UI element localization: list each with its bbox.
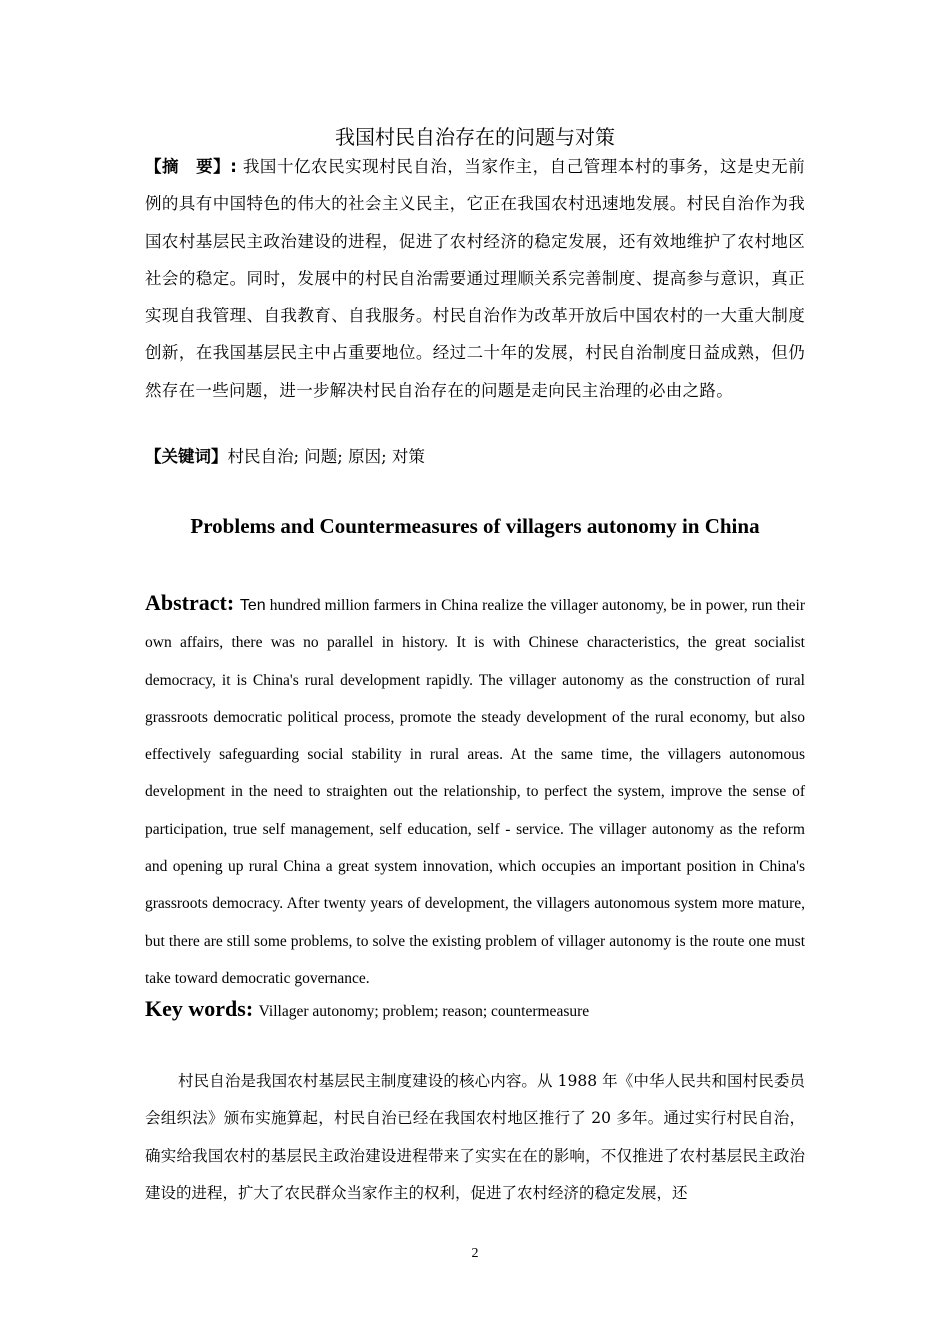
page-number: 2: [471, 1246, 479, 1261]
chinese-keywords-label: 【关键词】: [145, 447, 228, 466]
english-abstract-label: Abstract:: [145, 590, 240, 615]
chinese-abstract-text: 我国十亿农民实现村民自治，当家作主，自己管理本村的事务，这是史无前例的具有中国特色的伟大的社会主义民主，它正在我国农村迅速地发展。村民自治作为我国农村基层民主政治建设的进程，促进了农村经济的稳定发展，还有效地维护了农村地区社会的稳定。同时，发展中的村民自治需要通过理顺关系完善制度、提高参与意识，真正实现自我管理、自我教育、自我服务。村民自治作为改革开放后中国农村的一大重大制度创新，在我国基层民主中占重要地位。经过二十年的发展，村民自治制度日益成熟，但仍然存在一些问题，进一步解决村民自治存在的问题是走向民主治理的必由之路。: [145, 157, 805, 400]
english-keywords-text: Villager autonomy; problem; reason; countermeasure: [258, 1003, 590, 1020]
chinese-keywords-text: 村民自治; 问题; 原因; 对策: [227, 447, 425, 466]
english-abstract-first-word: Ten: [239, 597, 266, 614]
chinese-title: 我国村民自治存在的问题与对策: [335, 125, 615, 149]
english-keywords-label: Key words:: [145, 996, 259, 1021]
english-keywords: [145, 992, 805, 1029]
chinese-keywords: [145, 440, 805, 474]
body-paragraph: 村民自治是我国农村基层民主制度建设的核心内容。从 1988 年《中华人民共和国村民委员会组织法》颁布实施算起，村民自治已经在我国农村地区推行了 20 多年。通过实行村民自治，确实给我国农村的基层民主政治建设进程带来了实实在在的影响，不仅推进了农村基层民主政治建设的进程，扩大了农民群众当家作主的权利，促进了农村经济的稳定发展，还: [145, 1072, 805, 1202]
chinese-abstract: [145, 148, 805, 409]
english-abstract-text: hundred million farmers in China realize the villager autonomy, be in power, run their own affairs, there was no parallel in history. It is with Chinese characteristics, the great socialist democracy, it is China's rural development rapidly. The villager autonomy as the construction of rural grassroots democratic political process, promote the steady development of the rural economy, but also effectively safeguarding social stability in rural areas. At the same time, the villagers autonomous development in the need to straighten out the relationship, to perfect the system, improve the sense of participation, true self management, self education, self - service. The villager autonomy as the reform and opening up rural China a great system innovation, which occupies an important position in China's grassroots democracy. After twenty years of development, the villagers autonomous system more mature, but there are still some problems, to solve the existing problem of villager autonomy is the route one must take toward democratic governance.: [145, 597, 805, 987]
chinese-abstract-label: 【摘 要】:: [145, 157, 238, 176]
english-title: Problems and Countermeasures of villagers autonomy in China: [190, 514, 760, 538]
english-abstract: [145, 584, 805, 997]
